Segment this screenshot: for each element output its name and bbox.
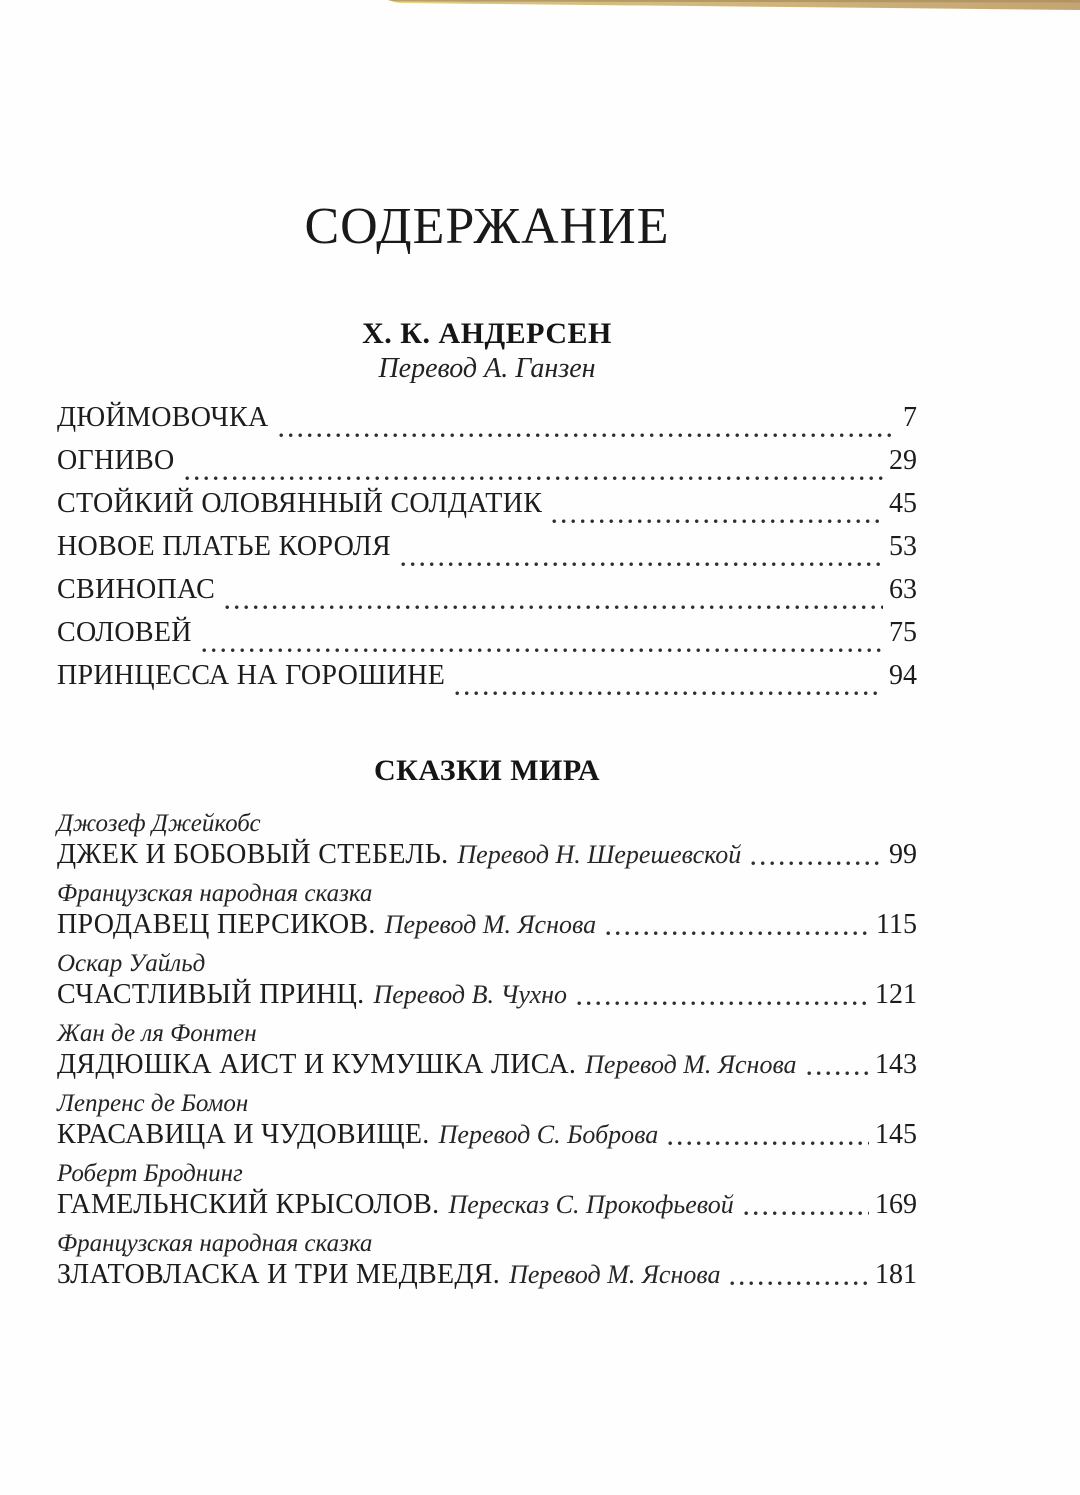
entry-translator: Перевод М. Яснова	[585, 1050, 797, 1079]
entry-author: Французская народная сказка	[57, 880, 373, 907]
dot-leader	[225, 605, 883, 610]
entry-title: ДЯДЮШКА АИСТ И КУМУШКА ЛИСА.	[57, 1049, 577, 1080]
entry-title: СТОЙКИЙ ОЛОВЯННЫЙ СОЛДАТИК	[57, 488, 543, 519]
entry-page-number: 143	[875, 1049, 917, 1080]
section-world-heading: СКАЗКИ МИРА	[373, 754, 601, 787]
entry-title: СВИНОПАС	[57, 574, 216, 605]
entry-translator: Перевод С. Боброва	[438, 1120, 659, 1149]
entry-title: СОЛОВЕЙ	[57, 617, 192, 648]
entry-translator: Пересказ С. Прокофьевой	[448, 1190, 734, 1219]
toc-content	[57, 0, 917, 1293]
toc-entry	[57, 402, 917, 445]
entry-page-number: 45	[889, 488, 917, 519]
toc-entry	[57, 1259, 917, 1293]
entry-author: Лепренс де Бомон	[57, 1090, 249, 1117]
entry-page-number: 75	[889, 617, 917, 648]
entry-title: ОГНИВО	[57, 445, 175, 476]
entry-author: Оскар Уайльд	[57, 950, 206, 977]
entry-title: ПРОДАВЕЦ ПЕРСИКОВ.	[57, 909, 376, 940]
toc-entry-group	[57, 1223, 917, 1293]
dot-leader	[606, 931, 870, 936]
entry-title: ПРИНЦЕССА НА ГОРОШИНЕ	[57, 660, 446, 691]
dot-leader	[552, 519, 883, 524]
toc-entry	[57, 1049, 917, 1083]
dot-leader	[279, 433, 897, 438]
entry-translator: Перевод Н. Шерешевской	[457, 840, 742, 869]
entry-title: СЧАСТЛИВЫЙ ПРИНЦ.	[57, 979, 365, 1010]
toc-entry-group	[57, 1153, 917, 1223]
dot-leader	[668, 1141, 869, 1146]
entry-title: НОВОЕ ПЛАТЬЕ КОРОЛЯ	[57, 531, 392, 562]
toc-entry	[57, 488, 917, 531]
section-andersen-subheading: Перевод А. Ганзен	[378, 353, 596, 384]
entry-page-number: 169	[875, 1189, 917, 1220]
entry-page-number: 53	[889, 531, 917, 562]
dot-leader	[730, 1281, 869, 1286]
toc-entry	[57, 574, 917, 617]
entry-title: КРАСАВИЦА И ЧУДОВИЩЕ.	[57, 1119, 430, 1150]
dot-leader	[401, 562, 883, 567]
entry-title: ГАМЕЛЬНСКИЙ КРЫСОЛОВ.	[57, 1189, 440, 1220]
toc-entry	[57, 531, 917, 574]
entry-title: ДЖЕК И БОБОВЫЙ СТЕБЕЛЬ.	[57, 839, 449, 870]
dot-leader	[751, 861, 883, 866]
section-andersen-heading: Х. К. АНДЕРСЕН	[362, 317, 612, 350]
entry-translator: Перевод В. Чухно	[373, 980, 568, 1009]
entry-page-number: 115	[876, 909, 917, 940]
entry-page-number: 29	[889, 445, 917, 476]
toc-entry	[57, 1119, 917, 1153]
toc-entry-group	[57, 803, 917, 873]
entry-translator: Перевод М. Яснова	[384, 910, 597, 939]
dot-leader	[185, 476, 883, 481]
andersen-entry-list	[57, 402, 917, 703]
toc-entry	[57, 617, 917, 660]
entry-author: Французская народная сказка	[57, 1230, 373, 1257]
dot-leader	[202, 648, 883, 653]
entry-page-number: 63	[889, 574, 917, 605]
toc-entry-group	[57, 1083, 917, 1153]
world-entry-list	[57, 803, 917, 1293]
dot-leader	[807, 1071, 869, 1076]
toc-entry	[57, 1189, 917, 1223]
entry-page-number: 121	[875, 979, 917, 1010]
entry-author: Джозеф Джейкобс	[57, 810, 261, 837]
entry-title: ЗЛАТОВЛАСКА И ТРИ МЕДВЕДЯ.	[57, 1259, 501, 1290]
toc-entry	[57, 445, 917, 488]
toc-entry	[57, 660, 917, 703]
entry-page-number: 181	[875, 1259, 917, 1290]
entry-page-number: 94	[889, 660, 917, 691]
entry-translator: Перевод М. Яснова	[509, 1260, 721, 1289]
dot-leader	[744, 1211, 869, 1216]
dot-leader	[455, 691, 883, 696]
entry-page-number: 145	[875, 1119, 917, 1150]
toc-entry	[57, 979, 917, 1013]
toc-entry	[57, 839, 917, 873]
toc-entry-group	[57, 943, 917, 1013]
entry-author: Жан де ля Фонтен	[57, 1020, 257, 1047]
entry-page-number: 7	[903, 402, 917, 433]
dot-leader	[577, 1001, 869, 1006]
toc-entry-group	[57, 873, 917, 943]
section-world-tales	[57, 753, 917, 1293]
page-title: СОДЕРЖАНИЕ	[304, 198, 670, 255]
entry-page-number: 99	[889, 839, 917, 870]
toc-entry-group	[57, 1013, 917, 1083]
section-andersen	[57, 316, 917, 703]
toc-entry	[57, 909, 917, 943]
entry-title: ДЮЙМОВОЧКА	[57, 402, 269, 433]
entry-author: Роберт Броднинг	[57, 1160, 243, 1187]
